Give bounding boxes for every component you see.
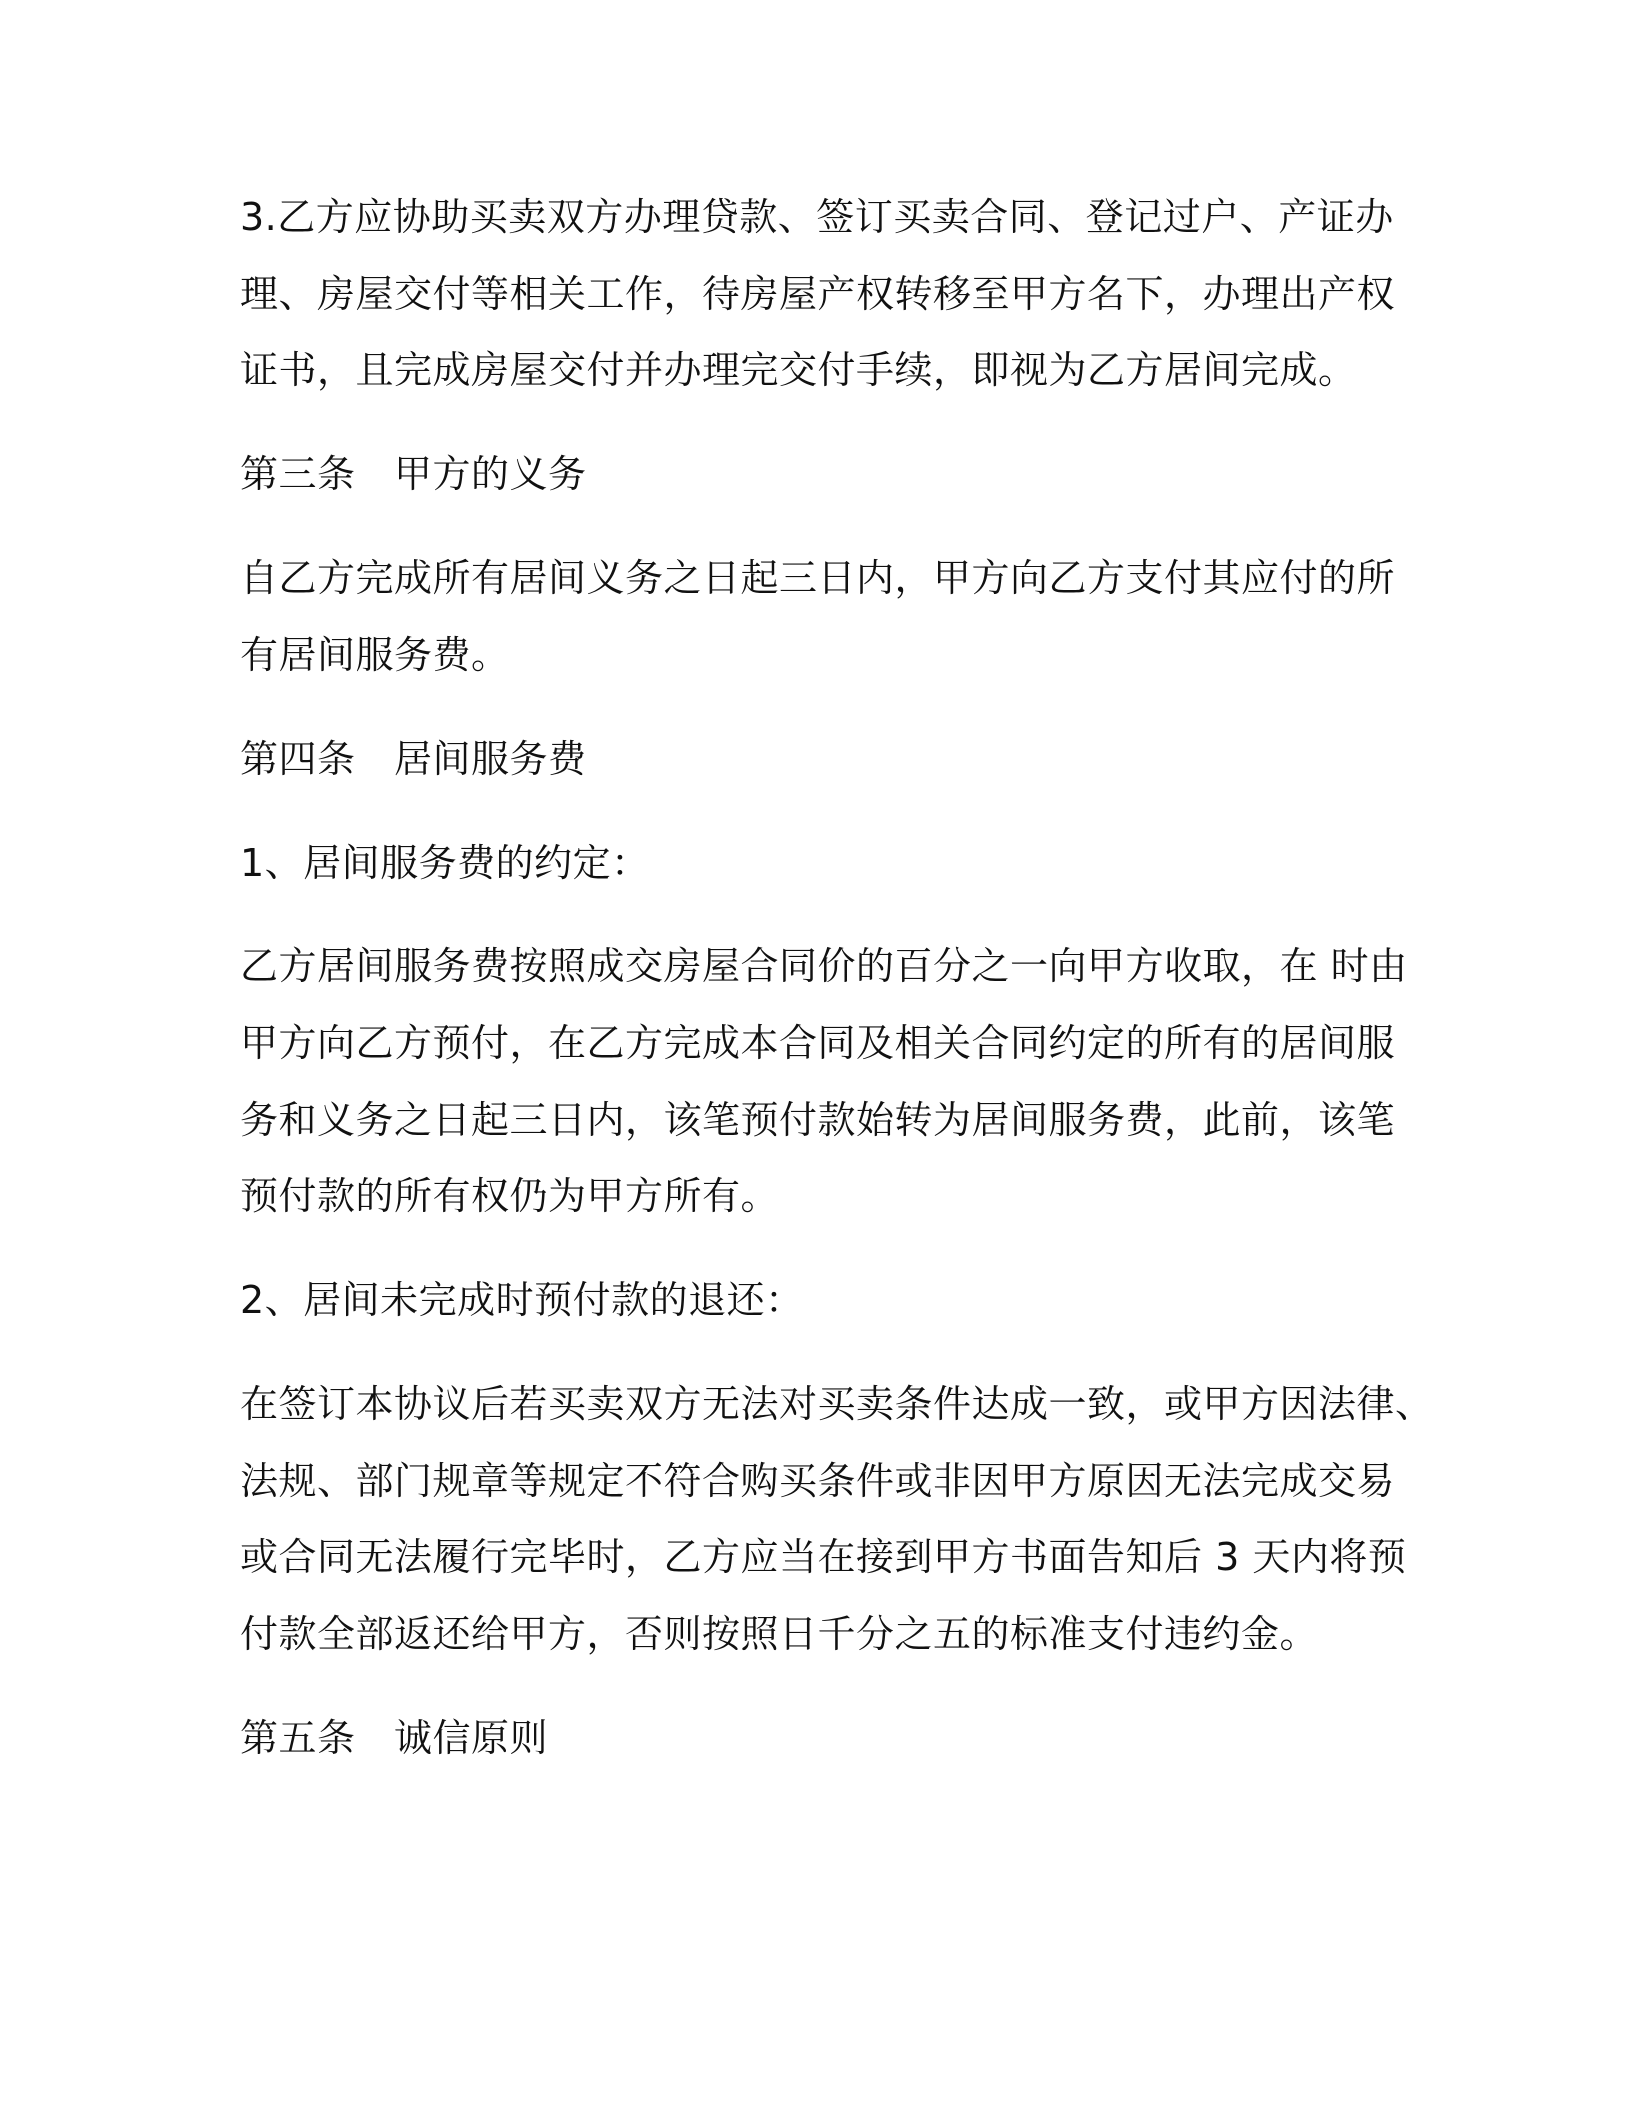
article5-heading: 第五条 诚信原则 bbox=[240, 1716, 549, 1760]
article3-heading: 第三条 甲方的义务 bbox=[240, 452, 587, 496]
article4-item1-line-2: 甲方向乙方预付，在乙方完成本合同及相关合同约定的所有的居间服 bbox=[240, 1021, 1396, 1065]
article4-item1-title: 1、居间服务费的约定： bbox=[240, 841, 650, 885]
article3-line-2: 有居间服务费。 bbox=[240, 633, 510, 677]
article4-item2-line-4: 付款全部返还给甲方，否则按照日千分之五的标准支付违约金。 bbox=[240, 1612, 1319, 1656]
article4-heading: 第四条 居间服务费 bbox=[240, 737, 587, 781]
article4-item1-line-4: 预付款的所有权仍为甲方所有。 bbox=[240, 1174, 780, 1218]
clause2-item3-line-1: 3.乙方应协助买卖双方办理贷款、签订买卖合同、登记过户、产证办 bbox=[240, 195, 1394, 239]
article4-item1-line-1: 乙方居间服务费按照成交房屋合同价的百分之一向甲方收取，在 时由 bbox=[240, 944, 1408, 988]
article4-item2-line-2: 法规、部门规章等规定不符合购买条件或非因甲方原因无法完成交易 bbox=[240, 1459, 1396, 1503]
article4-item2-line-3: 或合同无法履行完毕时，乙方应当在接到甲方书面告知后 3 天内将预 bbox=[240, 1535, 1407, 1579]
clause2-item3-line-3: 证书，且完成房屋交付并办理完交付手续，即视为乙方居间完成。 bbox=[240, 348, 1357, 392]
article4-item1-line-3: 务和义务之日起三日内，该笔预付款始转为居间服务费，此前，该笔 bbox=[240, 1098, 1396, 1142]
article4-item2-line-1: 在签订本协议后若买卖双方无法对买卖条件达成一致，或甲方因法律、 bbox=[240, 1382, 1434, 1426]
article3-line-1: 自乙方完成所有居间义务之日起三日内，甲方向乙方支付其应付的所 bbox=[240, 556, 1396, 600]
article4-item2-title: 2、居间未完成时预付款的退还： bbox=[240, 1278, 804, 1322]
clause2-item3-line-2: 理、房屋交付等相关工作，待房屋产权转移至甲方名下，办理出产权 bbox=[240, 272, 1396, 316]
